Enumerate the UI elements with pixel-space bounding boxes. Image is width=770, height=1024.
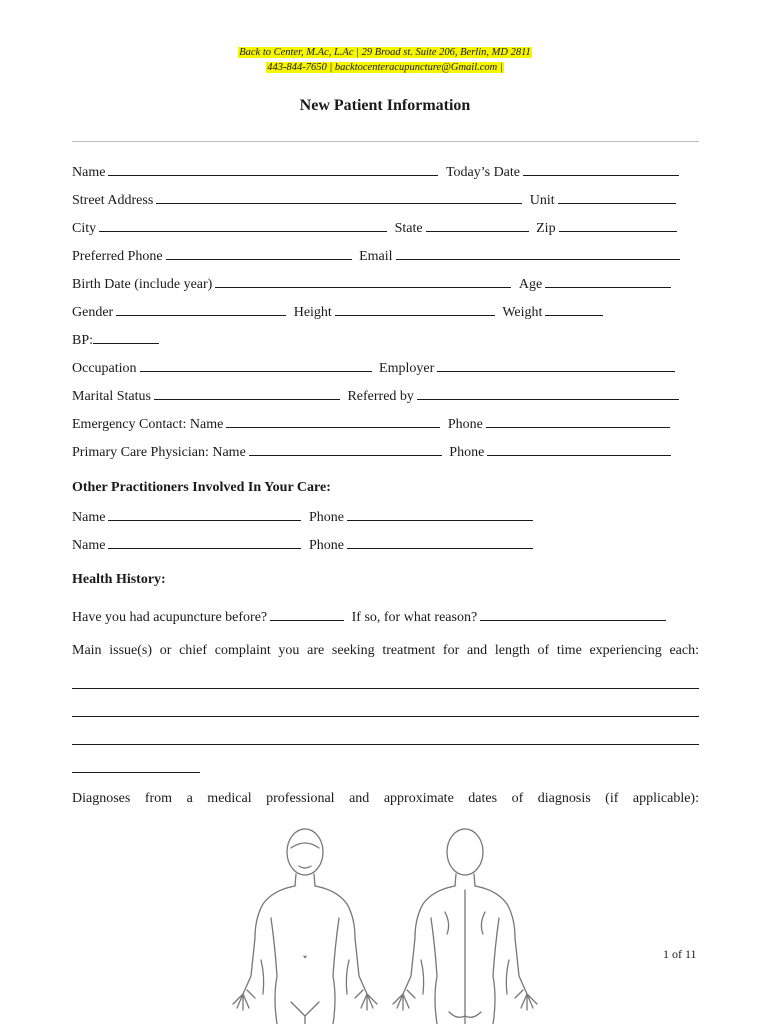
row-primary-care — [72, 442, 675, 462]
body-back-figure[interactable] — [393, 829, 537, 1024]
occupation-label: Occupation — [72, 361, 137, 376]
birth-date-label: Birth Date (include year) — [72, 277, 213, 292]
street-address-label: Street Address — [72, 193, 154, 208]
name-label: Name — [72, 165, 106, 180]
page-number: 1 of 11 — [663, 947, 697, 961]
city-label: City — [72, 221, 97, 236]
employer-field[interactable] — [437, 358, 675, 372]
height-field[interactable] — [335, 302, 495, 316]
row-bp — [72, 330, 163, 350]
main-issue-answer-line-3[interactable] — [72, 744, 699, 745]
row-phone-email — [72, 246, 684, 266]
gender-label: Gender — [72, 305, 114, 320]
marital-status-field[interactable] — [154, 386, 340, 400]
bp-label: BP: — [72, 333, 94, 348]
age-label: Age — [518, 277, 543, 292]
reason-field[interactable] — [480, 607, 666, 621]
body-front-figure[interactable] — [233, 829, 377, 1024]
primary-care-phone-label: Phone — [449, 445, 485, 460]
row-emergency-contact — [72, 414, 674, 434]
primary-care-phone-field[interactable] — [487, 442, 671, 456]
practice-info-line-2: 443-844-7650 | backtocenteracupuncture@Gmail.com | — [267, 62, 503, 73]
employer-label: Employer — [379, 361, 435, 376]
todays-date-field[interactable] — [523, 162, 679, 176]
unit-field[interactable] — [558, 190, 676, 204]
weight-field[interactable] — [545, 302, 603, 316]
weight-label: Weight — [502, 305, 543, 320]
zip-label: Zip — [536, 221, 556, 236]
email-label: Email — [359, 249, 393, 264]
main-issue-answer-line-4[interactable] — [72, 772, 200, 773]
acupuncture-before-label: Have you had acupuncture before? — [72, 610, 268, 625]
birth-date-field[interactable] — [215, 274, 511, 288]
other-practitioners-heading: Other Practitioners Involved In Your Care: — [72, 480, 331, 495]
row-city-state-zip — [72, 218, 681, 238]
unit-label: Unit — [529, 193, 555, 208]
practice-info-line-1: Back to Center, M.Ac, L.Ac | 29 Broad st. Suite 206, Berlin, MD 2811 — [239, 47, 531, 58]
emergency-phone-field[interactable] — [486, 414, 670, 428]
row-acupuncture-before — [72, 607, 670, 627]
occupation-field[interactable] — [140, 358, 372, 372]
practitioner-phone-label: Phone — [308, 510, 344, 525]
zip-field[interactable] — [559, 218, 677, 232]
height-label: Height — [293, 305, 332, 320]
state-label: State — [394, 221, 423, 236]
practitioner-name-field-2[interactable] — [108, 535, 301, 549]
practitioner-name-label: Name — [72, 510, 106, 525]
health-history-heading: Health History: — [72, 572, 166, 587]
acupuncture-before-field[interactable] — [270, 607, 344, 621]
city-field[interactable] — [99, 218, 387, 232]
practitioner-phone-field-2[interactable] — [347, 535, 533, 549]
title-divider — [72, 141, 699, 142]
age-field[interactable] — [545, 274, 671, 288]
marital-status-label: Marital Status — [72, 389, 151, 404]
practitioner-row-1 — [72, 507, 537, 527]
todays-date-label: Today’s Date — [445, 165, 520, 180]
email-field[interactable] — [396, 246, 680, 260]
practitioner-phone-field-1[interactable] — [347, 507, 533, 521]
main-issue-question: Main issue(s) or chief complaint you are seeking treatment for and length of time experiencing each: — [72, 643, 699, 658]
row-birth-age — [72, 274, 675, 294]
practitioner-name-field-1[interactable] — [108, 507, 301, 521]
primary-care-name-field[interactable] — [249, 442, 442, 456]
reason-label: If so, for what reason? — [351, 610, 478, 625]
row-gender-height-weight — [72, 302, 607, 322]
main-issue-answer-line-2[interactable] — [72, 716, 699, 717]
row-name-date — [72, 162, 683, 182]
preferred-phone-field[interactable] — [166, 246, 352, 260]
bp-field[interactable] — [93, 330, 159, 344]
referred-by-label: Referred by — [347, 389, 414, 404]
body-diagram — [225, 826, 545, 1024]
practitioner-phone-label: Phone — [308, 538, 344, 553]
diagnoses-question: Diagnoses from a medical professional and approximate dates of diagnosis (if applicable): — [72, 791, 699, 806]
emergency-contact-name-field[interactable] — [226, 414, 440, 428]
practitioner-row-2 — [72, 535, 537, 555]
main-issue-answer-line-1[interactable] — [72, 688, 699, 689]
state-field[interactable] — [426, 218, 529, 232]
emergency-contact-label: Emergency Contact: Name — [72, 417, 224, 432]
street-address-field[interactable] — [156, 190, 522, 204]
referred-by-field[interactable] — [417, 386, 679, 400]
row-marital-referred — [72, 386, 683, 406]
practitioner-name-label: Name — [72, 538, 106, 553]
primary-care-label: Primary Care Physician: Name — [72, 445, 246, 460]
name-field[interactable] — [108, 162, 438, 176]
row-address — [72, 190, 680, 210]
emergency-phone-label: Phone — [447, 417, 483, 432]
preferred-phone-label: Preferred Phone — [72, 249, 163, 264]
page-title: New Patient Information — [299, 97, 471, 114]
row-occupation-employer — [72, 358, 679, 378]
gender-field[interactable] — [116, 302, 286, 316]
